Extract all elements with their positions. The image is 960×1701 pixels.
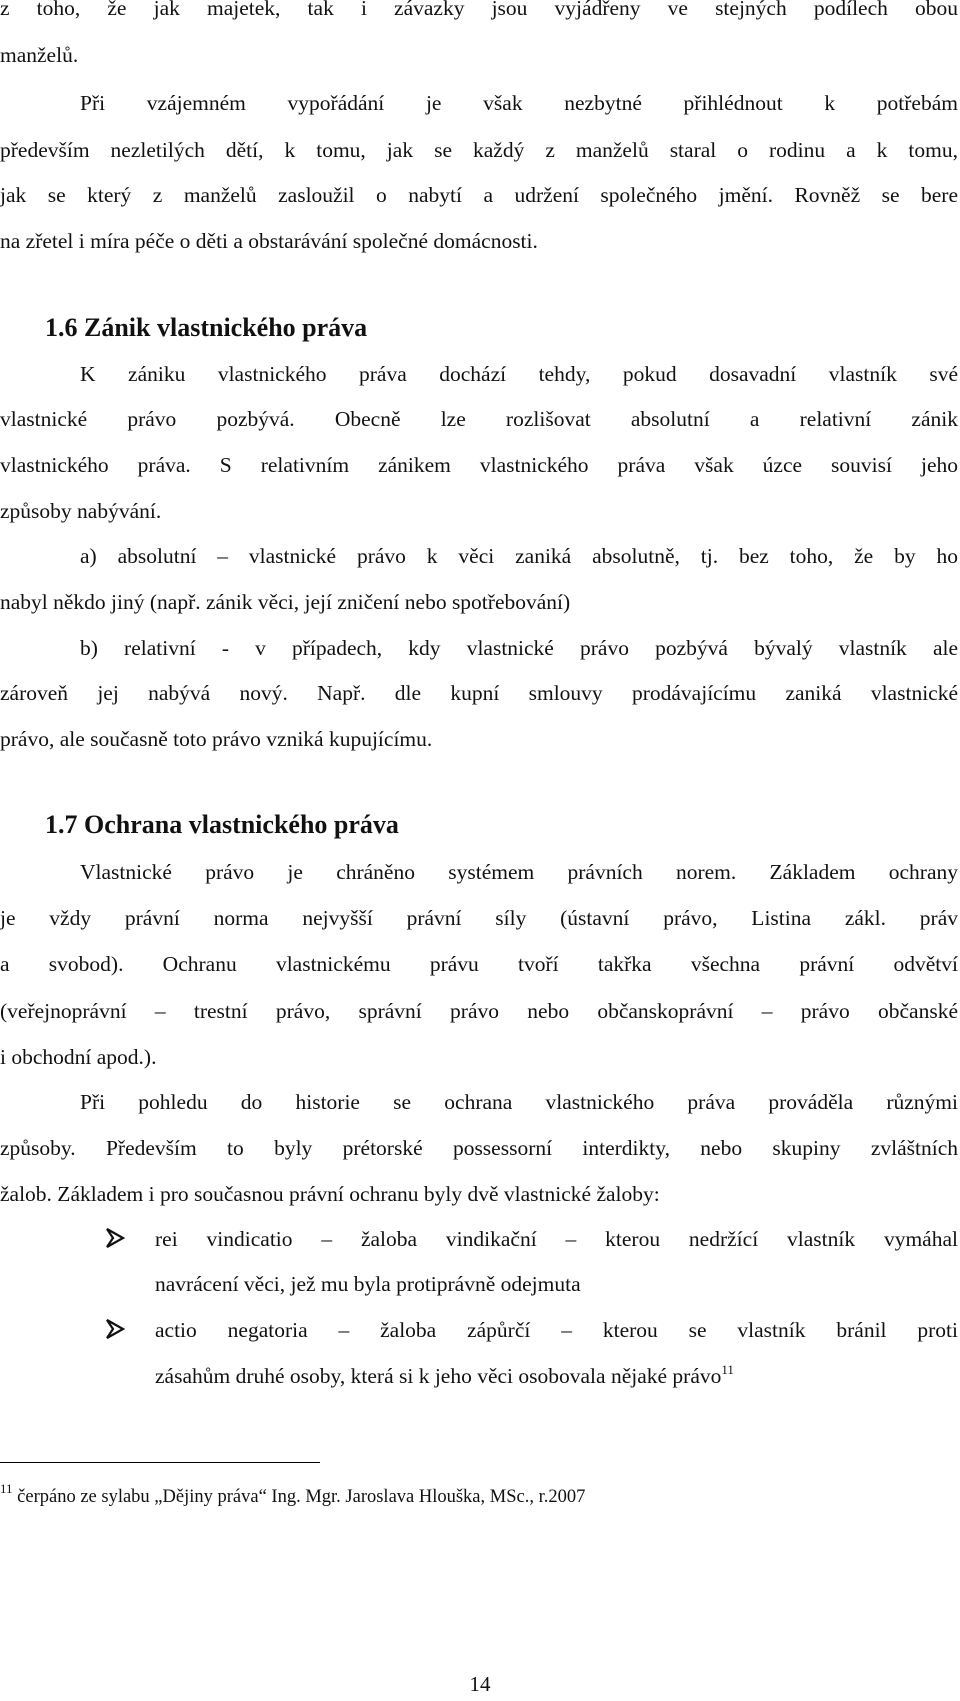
footnote-separator: [0, 1462, 320, 1463]
paragraph-line: manželů.: [0, 43, 79, 67]
section-heading-1-6: 1.6 Zánik vlastnického práva: [45, 313, 368, 342]
paragraph-line: je vždy právní norma nejvyšší právní síly (ústavní právo, Listina zákl. práv: [0, 906, 958, 930]
footnote-reference[interactable]: 11: [721, 1362, 734, 1377]
paragraph-line: způsoby. Především to byly prétorské possessorní interdikty, nebo skupiny zvláštních: [0, 1136, 958, 1160]
paragraph-line: z toho, že jak majetek, tak i závazky jsou vyjádřeny ve stejných podílech obou: [0, 0, 958, 20]
footnote-text: čerpáno ze sylabu „Dějiny práva“ Ing. Mgr. Jaroslava Hlouška, MSc., r.2007: [12, 1487, 586, 1507]
list-item-b-line: právo, ale současně toto právo vzniká kupujícímu.: [0, 727, 433, 751]
paragraph-line: Při pohledu do historie se ochrana vlastnického práva prováděla různými: [80, 1090, 958, 1114]
list-item-a-line: nabyl někdo jiný (např. zánik věci, její zničení nebo spotřebování): [0, 590, 571, 614]
paragraph-line: (veřejnoprávní – trestní právo, správní právo nebo občanskoprávní – právo občanské: [0, 999, 958, 1023]
bullet-item-text: zásahům druhé osoby, která si k jeho věci osobovala nějaké právo: [155, 1364, 722, 1388]
paragraph-line: vlastnické právo pozbývá. Obecně lze rozlišovat absolutní a relativní zánik: [0, 407, 958, 431]
bullet-item-line: actio negatoria – žaloba zápůrčí – kterou se vlastník bránil proti: [155, 1318, 958, 1342]
paragraph-line: i obchodní apod.).: [0, 1045, 157, 1069]
bullet-item-line: rei vindicatio – žaloba vindikační – kterou nedržící vlastník vymáhal: [155, 1227, 958, 1251]
paragraph-line: žalob. Základem i pro současnou právní ochranu byly dvě vlastnické žaloby:: [0, 1182, 660, 1206]
list-item-a-line: a) absolutní – vlastnické právo k věci zaniká absolutně, tj. bez toho, že by ho: [80, 544, 958, 568]
paragraph-line: Vlastnické právo je chráněno systémem právních norem. Základem ochrany: [80, 860, 958, 884]
paragraph-line: způsoby nabývání.: [0, 499, 162, 523]
paragraph-line: a svobod). Ochranu vlastnickému právu tvoří takřka všechna právní odvětví: [0, 952, 958, 976]
footnote: [0, 1481, 586, 1508]
bullet-item-line-with-ref: [155, 1364, 958, 1388]
footnote-number: 11: [0, 1481, 13, 1496]
paragraph-line: především nezletilých dětí, k tomu, jak se každý z manželů staral o rodinu a k tomu,: [0, 138, 958, 162]
paragraph-line: vlastnického práva. S relativním zánikem vlastnického práva však úzce souvisí jeho: [0, 453, 958, 477]
arrow-bullet-icon: [104, 1227, 126, 1255]
paragraph-line: Při vzájemném vypořádání je však nezbytné přihlédnout k potřebám: [80, 91, 958, 115]
page-number: 14: [469, 1672, 491, 1696]
list-item-b-line: zároveň jej nabývá nový. Např. dle kupní smlouvy prodávajícímu zaniká vlastnické: [0, 681, 958, 705]
paragraph-line: K zániku vlastnického práva dochází tehdy, pokud dosavadní vlastník své: [80, 362, 958, 386]
arrow-bullet-icon: [104, 1318, 126, 1346]
bullet-item-line: navrácení věci, jež mu byla protiprávně odejmuta: [155, 1272, 581, 1296]
list-item-b-line: b) relativní - v případech, kdy vlastnické právo pozbývá bývalý vlastník ale: [80, 636, 958, 660]
paragraph-line: jak se který z manželů zasloužil o nabytí a udržení společného jmění. Rovněž se bere: [0, 183, 958, 207]
arrow-bullet-icon-svg: [104, 1318, 126, 1340]
section-heading-1-7: 1.7 Ochrana vlastnického práva: [45, 810, 399, 839]
arrow-bullet-icon-svg: [104, 1227, 126, 1249]
paragraph-line: na zřetel i míra péče o děti a obstarávání společné domácnosti.: [0, 229, 538, 253]
